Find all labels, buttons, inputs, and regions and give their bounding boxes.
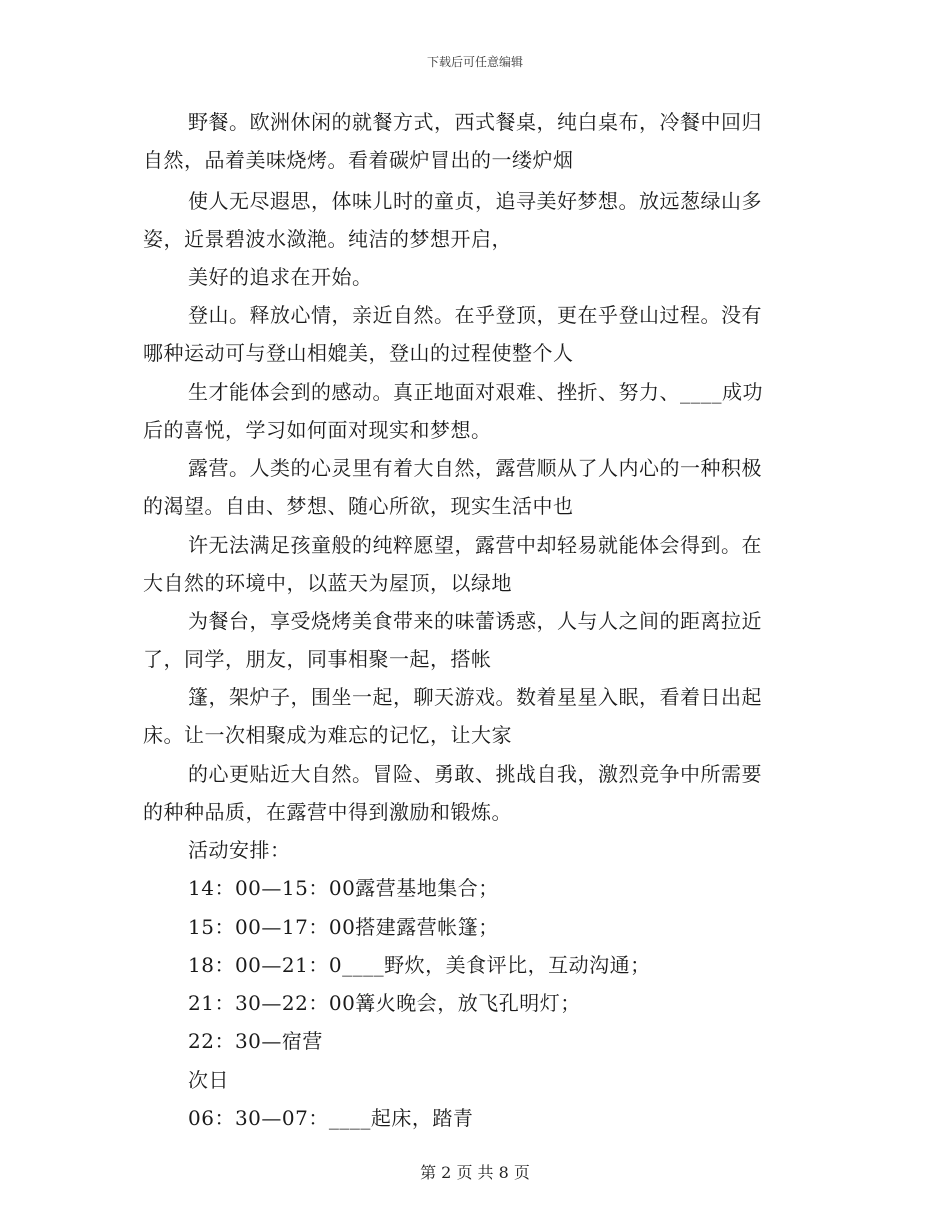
page-number: 第 2 页 共 8 页 <box>420 1163 530 1182</box>
text-line: 姿，近景碧波水潋滟。纯洁的梦想开启， <box>143 227 512 251</box>
text-line: 生才能体会到的感动。真正地面对艰难、挫折、努力、____成功 <box>188 380 763 404</box>
schedule-item: 21：30—22：00篝火晚会，放飞孔明灯； <box>188 991 581 1015</box>
text-line: 篷，架炉子，围坐一起，聊天游戏。数着星星入眠，看着日出起 <box>188 685 762 709</box>
text-line: 后的喜悦，学习如何面对现实和梦想。 <box>143 418 492 442</box>
text-line: 了，同学，朋友，同事相聚一起，搭帐 <box>143 647 492 671</box>
text-line: 床。让一次相聚成为难忘的记忆，让大家 <box>143 723 512 747</box>
text-line: 使人无尽遐思，体味儿时的童贞，追寻美好梦想。放远葱绿山多 <box>188 189 762 213</box>
text-line: 露营。人类的心灵里有着大自然，露营顺从了人内心的一种积极 <box>188 456 762 480</box>
text-line: 许无法满足孩童般的纯粹愿望，露营中却轻易就能体会得到。在 <box>188 533 762 557</box>
schedule-item: 18：00—21：0____野炊，美食评比，互动沟通； <box>188 953 651 977</box>
text-line: 哪种运动可与登山相媲美，登山的过程使整个人 <box>143 341 574 365</box>
schedule-day-label: 次日 <box>188 1068 229 1092</box>
schedule-item: 14：00—15：00露营基地集合； <box>188 876 499 900</box>
text-line: 美好的追求在开始。 <box>188 265 373 289</box>
text-line: 大自然的环境中，以蓝天为屋顶，以绿地 <box>143 571 512 595</box>
text-line: 为餐台，享受烧烤美食带来的味蕾诱惑，人与人之间的距离拉近 <box>188 609 762 633</box>
page-header: 下载后可任意编辑 <box>426 55 523 69</box>
text-line: 自然，品着美味烧烤。看着碳炉冒出的一缕炉烟 <box>143 148 574 172</box>
schedule-item: 22：30—宿营 <box>188 1029 323 1053</box>
text-line: 的渴望。自由、梦想、随心所欲，现实生活中也 <box>143 494 574 518</box>
text-line: 的种种品质，在露营中得到激励和锻炼。 <box>143 800 512 824</box>
schedule-item: 06：30—07：____起床，踏青 <box>188 1106 474 1130</box>
schedule-item: 15：00—17：00搭建露营帐篷； <box>188 915 499 939</box>
text-line: 的心更贴近大自然。冒险、勇敢、挑战自我，激烈竞争中所需要 <box>188 762 762 786</box>
section-heading: 活动安排： <box>188 838 291 862</box>
text-line: 野餐。欧洲休闲的就餐方式，西式餐桌，纯白桌布，冷餐中回归 <box>188 110 762 134</box>
text-line: 登山。释放心情，亲近自然。在乎登顶，更在乎登山过程。没有 <box>188 303 762 327</box>
